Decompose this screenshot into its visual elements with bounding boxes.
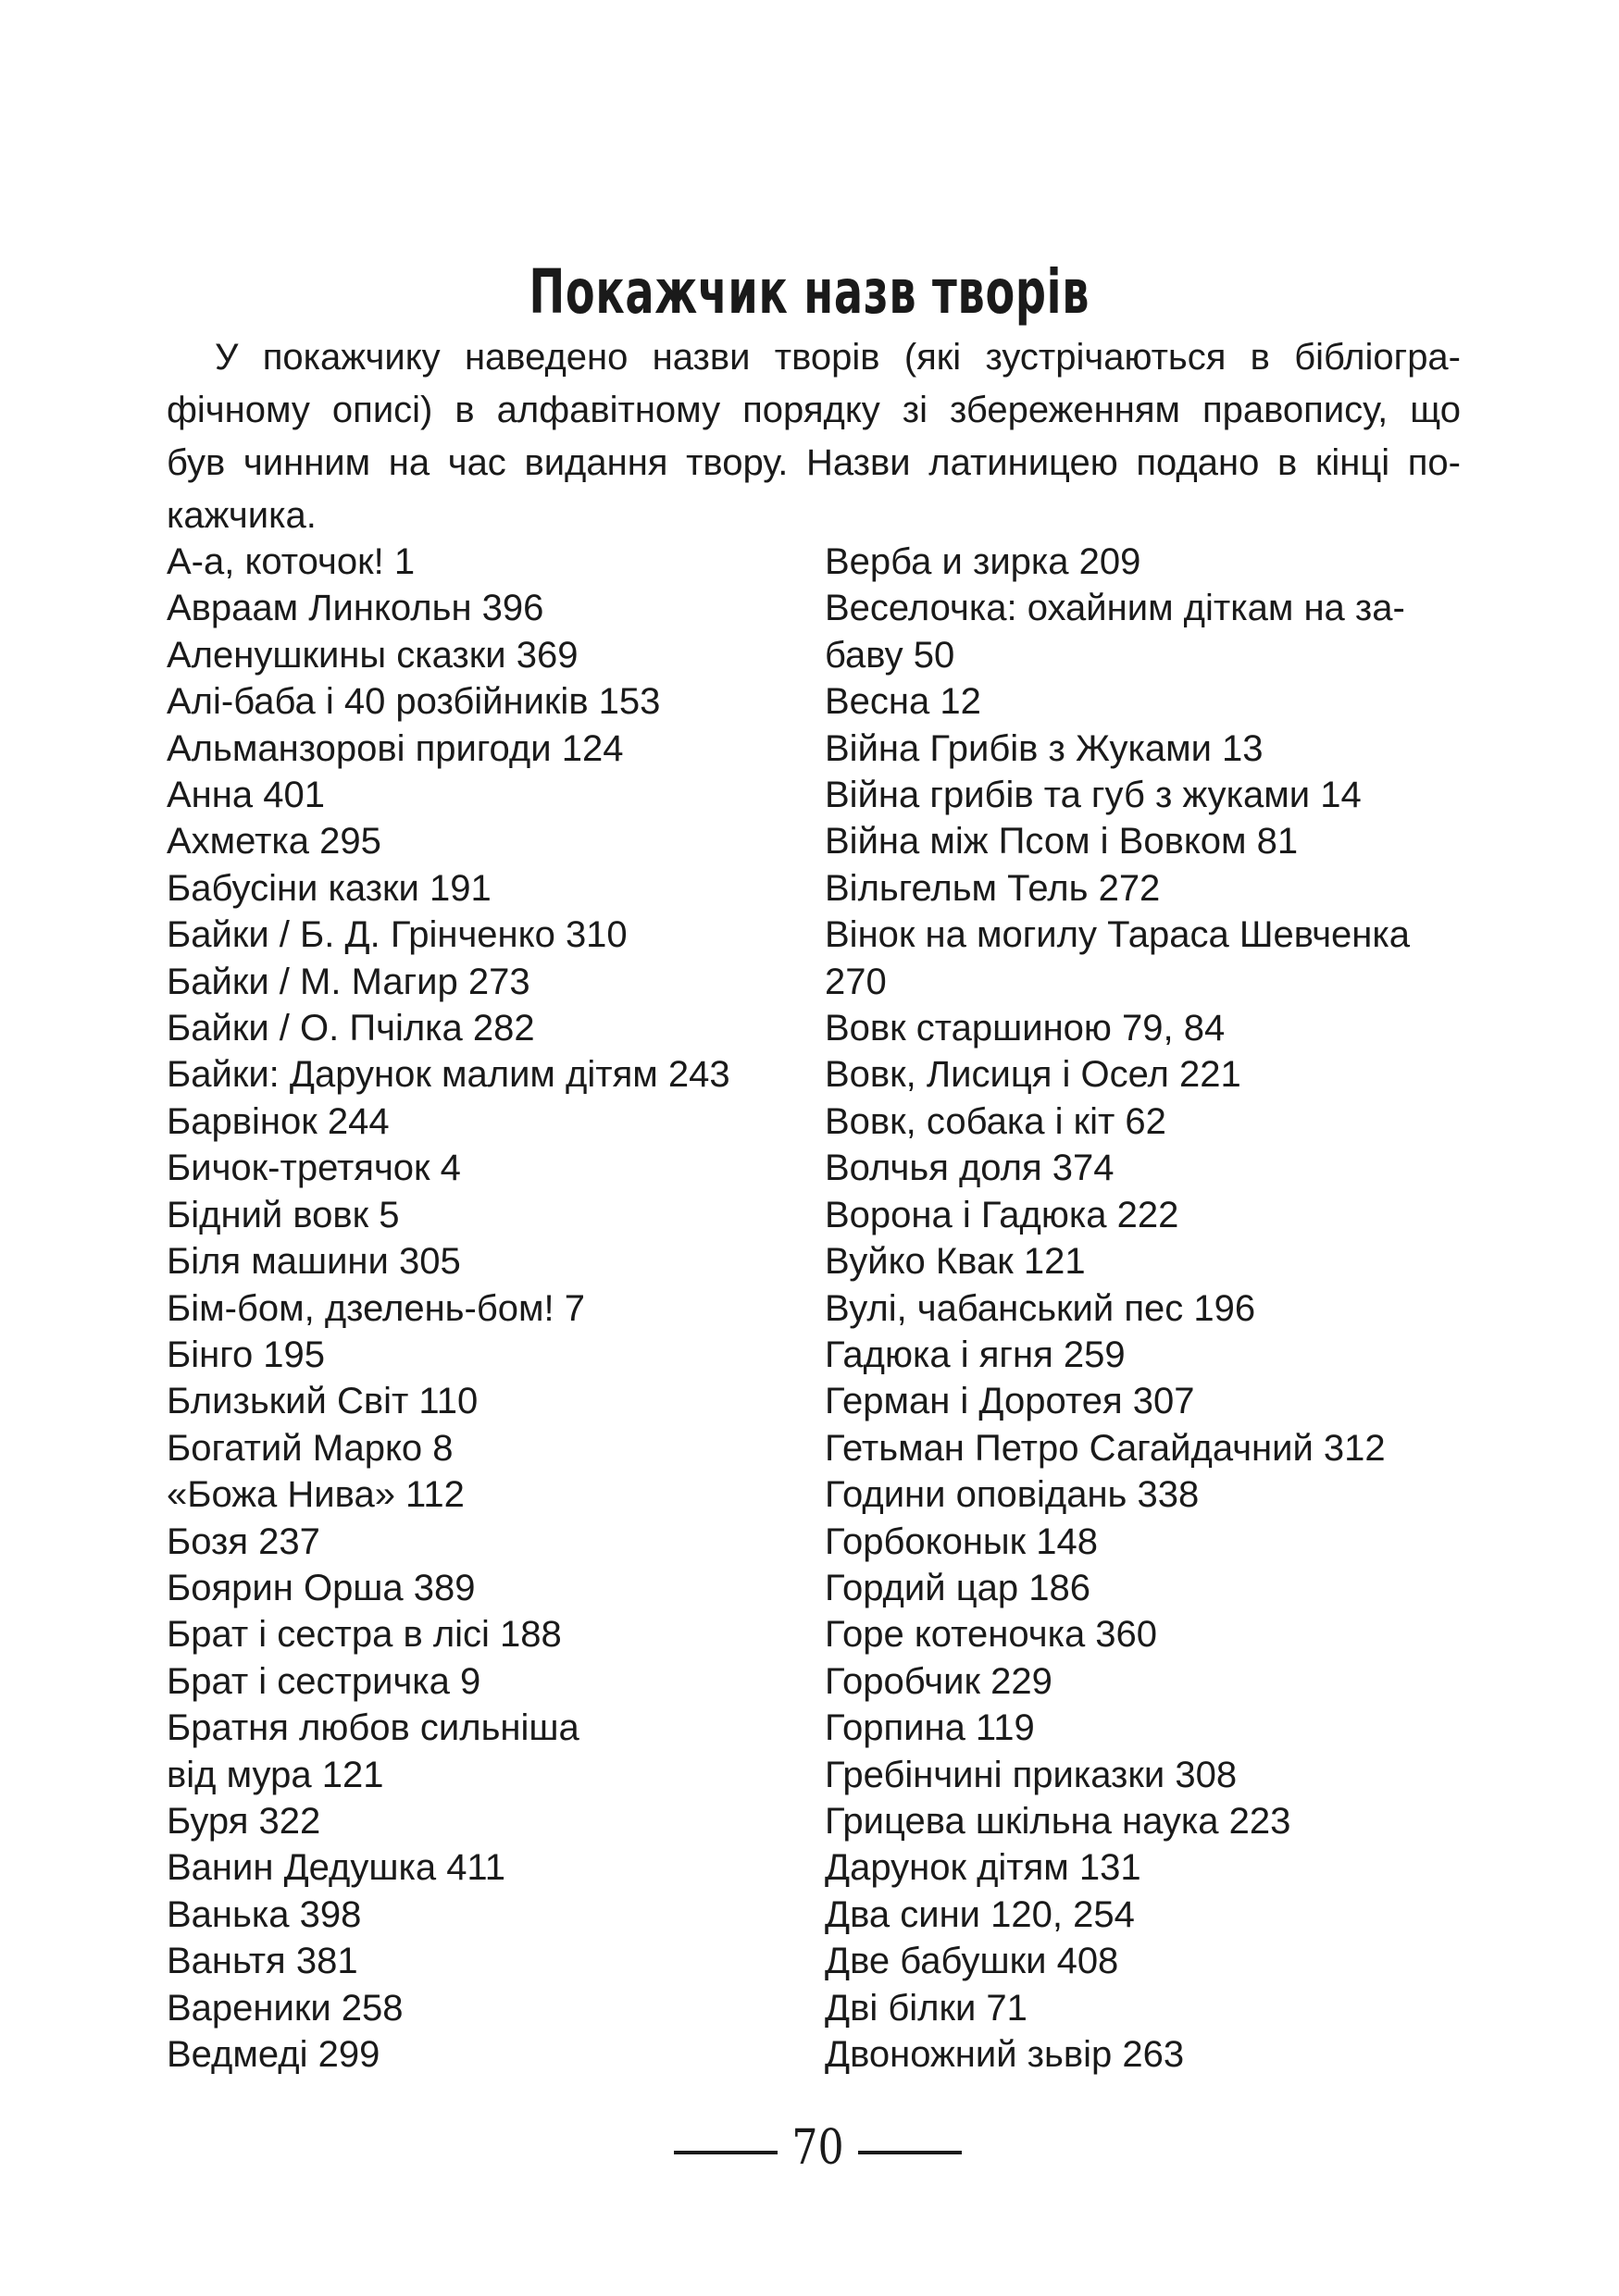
index-entry: Бім-бом, дзелень-бом! 7 bbox=[167, 1287, 585, 1329]
index-entry: Братня любов сильніша bbox=[167, 1707, 579, 1749]
index-entry: Герман і Доротея 307 bbox=[825, 1381, 1195, 1422]
index-entry: Бінго 195 bbox=[167, 1334, 326, 1375]
intro-paragraph bbox=[167, 331, 1461, 542]
index-entry: Вовк старшиною 79, 84 bbox=[825, 1008, 1226, 1049]
index-entry: Два сини 120, 254 bbox=[825, 1893, 1135, 1935]
index-entry: Ворона і Гадюка 222 bbox=[825, 1194, 1179, 1235]
index-entry: Байки / Б. Д. Грінченко 310 bbox=[167, 914, 628, 956]
index-entry: Альманзорові пригоди 124 bbox=[167, 727, 624, 769]
index-entry: Авраам Линкольн 396 bbox=[167, 588, 544, 629]
index-entry: Війна грибів та губ з жуками 14 bbox=[825, 775, 1362, 816]
footer-rule-right bbox=[858, 2151, 962, 2154]
index-entry: баву 50 bbox=[825, 634, 955, 676]
index-entry: Години оповідань 338 bbox=[825, 1474, 1200, 1516]
index-entry: Байки: Дарунок малим дітям 243 bbox=[167, 1054, 730, 1096]
footer-rule-left bbox=[674, 2151, 778, 2154]
index-column-left bbox=[167, 539, 796, 2078]
index-entry: Аленушкины сказки 369 bbox=[167, 634, 579, 676]
index-entry: Две бабушки 408 bbox=[825, 1941, 1119, 1982]
index-entry: Гордий цар 186 bbox=[825, 1567, 1090, 1608]
index-entry: Буря 322 bbox=[167, 1800, 321, 1842]
index-entry: Гадюка і ягня 259 bbox=[825, 1334, 1126, 1375]
index-entry: Ванин Дедушка 411 bbox=[167, 1847, 505, 1889]
index-entry: Вулі, чабанський пес 196 bbox=[825, 1287, 1256, 1329]
index-entry: Гребінчині приказки 308 bbox=[825, 1754, 1238, 1795]
index-entry: А-а, коточок! 1 bbox=[167, 541, 416, 582]
index-entry: Дві білки 71 bbox=[825, 1987, 1027, 2029]
index-entry: Байки / О. Пчілка 282 bbox=[167, 1008, 535, 1049]
index-entry: Вовк, Лисиця і Осел 221 bbox=[825, 1054, 1241, 1096]
index-column-right bbox=[825, 539, 1473, 2078]
index-entry: Брат і сестричка 9 bbox=[167, 1660, 481, 1702]
index-entry: Близький Світ 110 bbox=[167, 1381, 479, 1422]
index-entry: Горпина 119 bbox=[825, 1707, 1035, 1749]
index-entry: Ваньтя 381 bbox=[167, 1941, 358, 1982]
intro-line: кажчика. bbox=[167, 495, 317, 536]
page-title: Покажчик назв творів bbox=[529, 256, 1090, 329]
index-entry: 270 bbox=[825, 961, 887, 1002]
index-entry: Веселочка: охайним діткам на за- bbox=[825, 588, 1405, 629]
intro-line: фічному описі) в алфавітному порядку зі збереженням правопису, що bbox=[167, 390, 1461, 430]
index-entry: Грицева шкільна наука 223 bbox=[825, 1800, 1291, 1842]
index-entry: від мура 121 bbox=[167, 1754, 384, 1795]
intro-line: був чинним на час видання твору. Назви латиницею подано в кінці по- bbox=[167, 442, 1461, 483]
index-entry: «Божа Нива» 112 bbox=[167, 1474, 465, 1516]
index-entry: Вареники 258 bbox=[167, 1987, 404, 2029]
index-entry: Вільгельм Тель 272 bbox=[825, 867, 1161, 909]
index-entry: Алі-баба і 40 розбійників 153 bbox=[167, 681, 661, 723]
index-entry: Весна 12 bbox=[825, 681, 981, 723]
index-entry: Гетьман Петро Сагайдачний 312 bbox=[825, 1427, 1386, 1469]
index-entry: Війна Грибів з Жуками 13 bbox=[825, 727, 1264, 769]
index-entry: Бідний вовк 5 bbox=[167, 1194, 400, 1235]
page-number: 70 bbox=[791, 2120, 844, 2176]
index-entry: Горбоконык 148 bbox=[825, 1520, 1099, 1562]
index-entry: Ахметка 295 bbox=[167, 821, 381, 863]
index-entry: Ведмеді 299 bbox=[167, 2034, 380, 2075]
index-entry: Вуйко Квак 121 bbox=[825, 1241, 1086, 1283]
index-entry: Горе котеночка 360 bbox=[825, 1614, 1158, 1656]
index-entry: Брат і сестра в лісі 188 bbox=[167, 1614, 562, 1656]
index-entry: Бозя 237 bbox=[167, 1520, 320, 1562]
index-entry: Вінок на могилу Тараса Шевченка bbox=[825, 914, 1410, 956]
index-entry: Бичок-третячок 4 bbox=[167, 1148, 461, 1189]
index-entry: Анна 401 bbox=[167, 775, 325, 816]
intro-line: У покажчику наведено назви творів (які зустрічаються в бібліогра- bbox=[215, 337, 1461, 378]
index-entry: Бабусіни казки 191 bbox=[167, 867, 492, 909]
index-entry: Ванька 398 bbox=[167, 1893, 362, 1935]
index-entry: Боярин Орша 389 bbox=[167, 1567, 476, 1608]
index-entry: Двоножний зьвір 263 bbox=[825, 2034, 1185, 2075]
index-entry: Богатий Марко 8 bbox=[167, 1427, 454, 1469]
index-entry: Біля машини 305 bbox=[167, 1241, 461, 1283]
index-entry: Дарунок дітям 131 bbox=[825, 1847, 1141, 1889]
index-entry: Барвінок 244 bbox=[167, 1100, 390, 1142]
index-entry: Верба и зирка 209 bbox=[825, 541, 1141, 582]
index-entry: Горобчик 229 bbox=[825, 1660, 1052, 1702]
index-entry: Війна між Псом і Вовком 81 bbox=[825, 821, 1299, 863]
index-entry: Волчья доля 374 bbox=[825, 1148, 1115, 1189]
index-entry: Вовк, собака і кіт 62 bbox=[825, 1100, 1166, 1142]
index-entry: Байки / М. Магир 273 bbox=[167, 961, 530, 1002]
